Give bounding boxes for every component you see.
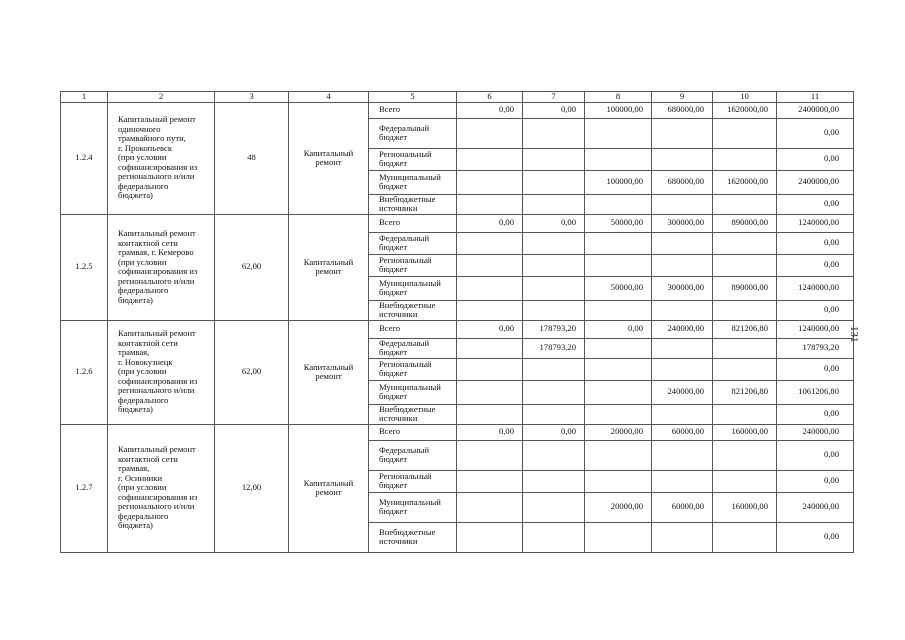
total-value: 178793,20 bbox=[777, 338, 854, 358]
year-value: 50000,00 bbox=[585, 214, 652, 232]
year-value: 0,00 bbox=[457, 102, 523, 118]
header-cell: 5 bbox=[369, 92, 457, 103]
total-value: 0,00 bbox=[777, 522, 854, 552]
year-value: 1620000,00 bbox=[713, 102, 777, 118]
year-value bbox=[585, 440, 652, 470]
funding-source: Федеральный бюджет bbox=[369, 118, 457, 148]
table-row bbox=[61, 424, 854, 440]
funding-source: Всего bbox=[369, 320, 457, 338]
funding-source: Муниципальный бюджет bbox=[369, 276, 457, 300]
funding-source: Муниципальный бюджет bbox=[369, 380, 457, 404]
year-value bbox=[523, 522, 585, 552]
item-name: Капитальный ремонт контактной сети трамвая, г. Новокузнецк (при условии софинансирования из регионального и/или федерального бюджета) bbox=[108, 320, 215, 424]
header-cell: 2 bbox=[108, 92, 215, 103]
year-value bbox=[457, 358, 523, 380]
year-value bbox=[652, 232, 713, 254]
year-value bbox=[713, 148, 777, 170]
year-value bbox=[585, 470, 652, 492]
year-value bbox=[457, 276, 523, 300]
total-value: 0,00 bbox=[777, 404, 854, 424]
total-value: 1240000,00 bbox=[777, 320, 854, 338]
year-value bbox=[652, 440, 713, 470]
year-value bbox=[585, 232, 652, 254]
year-value bbox=[652, 358, 713, 380]
header-cell: 6 bbox=[457, 92, 523, 103]
funding-source: Муниципальный бюджет bbox=[369, 492, 457, 522]
year-value bbox=[713, 300, 777, 320]
year-value: 821206,80 bbox=[713, 380, 777, 404]
item-number: 1.2.5 bbox=[61, 214, 108, 320]
year-value: 160000,00 bbox=[713, 424, 777, 440]
year-value bbox=[523, 380, 585, 404]
year-value bbox=[457, 380, 523, 404]
year-value bbox=[585, 380, 652, 404]
header-cell: 7 bbox=[523, 92, 585, 103]
funding-source: Внебюджетные источники bbox=[369, 404, 457, 424]
year-value: 890000,00 bbox=[713, 276, 777, 300]
year-value: 0,00 bbox=[523, 424, 585, 440]
year-value: 0,00 bbox=[457, 424, 523, 440]
year-value bbox=[523, 118, 585, 148]
item-name: Капитальный ремонт одиночного трамвайного пути, г. Прокопьевск (при условии софинансирования из регионального и/или федерального бюджета) bbox=[108, 102, 215, 214]
year-value: 890000,00 bbox=[713, 214, 777, 232]
year-value bbox=[457, 492, 523, 522]
year-value: 240000,00 bbox=[652, 320, 713, 338]
year-value bbox=[457, 338, 523, 358]
year-value: 160000,00 bbox=[713, 492, 777, 522]
total-value: 2400000,00 bbox=[777, 170, 854, 194]
year-value bbox=[713, 358, 777, 380]
item-work-type: Капитальный ремонт bbox=[289, 102, 369, 214]
year-value: 300000,00 bbox=[652, 276, 713, 300]
header-cell: 8 bbox=[585, 92, 652, 103]
year-value: 60000,00 bbox=[652, 424, 713, 440]
item-number: 1.2.6 bbox=[61, 320, 108, 424]
year-value bbox=[713, 232, 777, 254]
year-value bbox=[652, 470, 713, 492]
year-value bbox=[585, 148, 652, 170]
year-value: 20000,00 bbox=[585, 424, 652, 440]
budget-table bbox=[60, 91, 854, 553]
total-value: 0,00 bbox=[777, 358, 854, 380]
year-value bbox=[713, 338, 777, 358]
year-value: 1620000,00 bbox=[713, 170, 777, 194]
total-value: 240000,00 bbox=[777, 492, 854, 522]
year-value: 0,00 bbox=[523, 214, 585, 232]
total-value: 0,00 bbox=[777, 118, 854, 148]
year-value bbox=[585, 522, 652, 552]
year-value bbox=[523, 170, 585, 194]
year-value: 178793,20 bbox=[523, 320, 585, 338]
year-value bbox=[523, 276, 585, 300]
year-value: 0,00 bbox=[457, 320, 523, 338]
year-value bbox=[457, 300, 523, 320]
funding-source: Всего bbox=[369, 102, 457, 118]
year-value bbox=[652, 338, 713, 358]
year-value: 300000,00 bbox=[652, 214, 713, 232]
year-value bbox=[652, 194, 713, 214]
year-value bbox=[523, 358, 585, 380]
year-value bbox=[585, 118, 652, 148]
year-value bbox=[457, 194, 523, 214]
funding-source: Внебюджетные источники bbox=[369, 194, 457, 214]
total-value: 0,00 bbox=[777, 254, 854, 276]
year-value: 0,00 bbox=[457, 214, 523, 232]
year-value bbox=[713, 254, 777, 276]
funding-source: Региональный бюджет bbox=[369, 470, 457, 492]
year-value: 821206,80 bbox=[713, 320, 777, 338]
year-value bbox=[585, 194, 652, 214]
year-value bbox=[585, 300, 652, 320]
funding-source: Региональный бюджет bbox=[369, 254, 457, 276]
funding-source: Федеральный бюджет bbox=[369, 338, 457, 358]
year-value: 240000,00 bbox=[652, 380, 713, 404]
year-value bbox=[585, 338, 652, 358]
funding-source: Всего bbox=[369, 424, 457, 440]
year-value bbox=[713, 404, 777, 424]
year-value: 680000,00 bbox=[652, 102, 713, 118]
year-value bbox=[523, 470, 585, 492]
year-value bbox=[585, 404, 652, 424]
total-value: 0,00 bbox=[777, 148, 854, 170]
year-value bbox=[457, 522, 523, 552]
table-body bbox=[61, 92, 854, 553]
header-cell: 11 bbox=[777, 92, 854, 103]
header-cell: 10 bbox=[713, 92, 777, 103]
year-value bbox=[652, 404, 713, 424]
total-value: 0,00 bbox=[777, 232, 854, 254]
year-value bbox=[523, 404, 585, 424]
year-value bbox=[457, 118, 523, 148]
header-cell: 4 bbox=[289, 92, 369, 103]
year-value: 50000,00 bbox=[585, 276, 652, 300]
year-value bbox=[585, 254, 652, 276]
header-cell: 9 bbox=[652, 92, 713, 103]
year-value bbox=[523, 148, 585, 170]
year-value: 0,00 bbox=[523, 102, 585, 118]
year-value: 100000,00 bbox=[585, 170, 652, 194]
funding-source: Региональный бюджет bbox=[369, 358, 457, 380]
item-work-type: Капитальный ремонт bbox=[289, 320, 369, 424]
year-value bbox=[713, 194, 777, 214]
item-name: Капитальный ремонт контактной сети трамвая, г. Осинники (при условии софинансирования из регионального и/или федерального бюджета) bbox=[108, 424, 215, 552]
table-row bbox=[61, 320, 854, 338]
item-work-type: Капитальный ремонт bbox=[289, 424, 369, 552]
funding-source: Внебюджетные источники bbox=[369, 300, 457, 320]
year-value bbox=[652, 254, 713, 276]
year-value bbox=[652, 522, 713, 552]
year-value bbox=[713, 522, 777, 552]
year-value bbox=[457, 232, 523, 254]
year-value bbox=[523, 254, 585, 276]
year-value bbox=[713, 440, 777, 470]
funding-source: Внебюджетные источники bbox=[369, 522, 457, 552]
year-value: 20000,00 bbox=[585, 492, 652, 522]
year-value bbox=[652, 148, 713, 170]
year-value bbox=[457, 170, 523, 194]
total-value: 240000,00 bbox=[777, 424, 854, 440]
total-value: 0,00 bbox=[777, 440, 854, 470]
funding-source: Федеральный бюджет bbox=[369, 232, 457, 254]
total-value: 1240000,00 bbox=[777, 214, 854, 232]
year-value bbox=[457, 470, 523, 492]
funding-source: Региональный бюджет bbox=[369, 148, 457, 170]
total-value: 1061206,80 bbox=[777, 380, 854, 404]
funding-source: Федеральный бюджет bbox=[369, 440, 457, 470]
year-value bbox=[523, 300, 585, 320]
year-value bbox=[457, 254, 523, 276]
year-value bbox=[713, 470, 777, 492]
funding-source: Муниципальный бюджет bbox=[369, 170, 457, 194]
total-value: 1240000,00 bbox=[777, 276, 854, 300]
table-row bbox=[61, 214, 854, 232]
year-value bbox=[652, 118, 713, 148]
year-value bbox=[457, 148, 523, 170]
header-row bbox=[61, 92, 854, 103]
year-value bbox=[457, 404, 523, 424]
item-capacity: 12,00 bbox=[215, 424, 289, 552]
total-value: 0,00 bbox=[777, 194, 854, 214]
item-capacity: 62,00 bbox=[215, 320, 289, 424]
year-value bbox=[457, 440, 523, 470]
year-value bbox=[523, 492, 585, 522]
total-value: 2400000,00 bbox=[777, 102, 854, 118]
item-work-type: Капитальный ремонт bbox=[289, 214, 369, 320]
total-value: 0,00 bbox=[777, 470, 854, 492]
total-value: 0,00 bbox=[777, 300, 854, 320]
year-value bbox=[523, 440, 585, 470]
year-value: 60000,00 bbox=[652, 492, 713, 522]
year-value: 178793,20 bbox=[523, 338, 585, 358]
table-row bbox=[61, 102, 854, 118]
item-number: 1.2.4 bbox=[61, 102, 108, 214]
year-value bbox=[652, 300, 713, 320]
year-value: 0,00 bbox=[585, 320, 652, 338]
header-cell: 1 bbox=[61, 92, 108, 103]
year-value bbox=[523, 232, 585, 254]
year-value bbox=[585, 358, 652, 380]
funding-source: Всего bbox=[369, 214, 457, 232]
item-capacity: 48 bbox=[215, 102, 289, 214]
item-name: Капитальный ремонт контактной сети трамвая, г. Кемерово (при условии софинансирования из регионального и/или федерального бюджета) bbox=[108, 214, 215, 320]
header-cell: 3 bbox=[215, 92, 289, 103]
year-value: 680000,00 bbox=[652, 170, 713, 194]
year-value: 100000,00 bbox=[585, 102, 652, 118]
year-value bbox=[523, 194, 585, 214]
item-capacity: 62,00 bbox=[215, 214, 289, 320]
item-number: 1.2.7 bbox=[61, 424, 108, 552]
page-number: 131 bbox=[848, 326, 860, 343]
year-value bbox=[713, 118, 777, 148]
